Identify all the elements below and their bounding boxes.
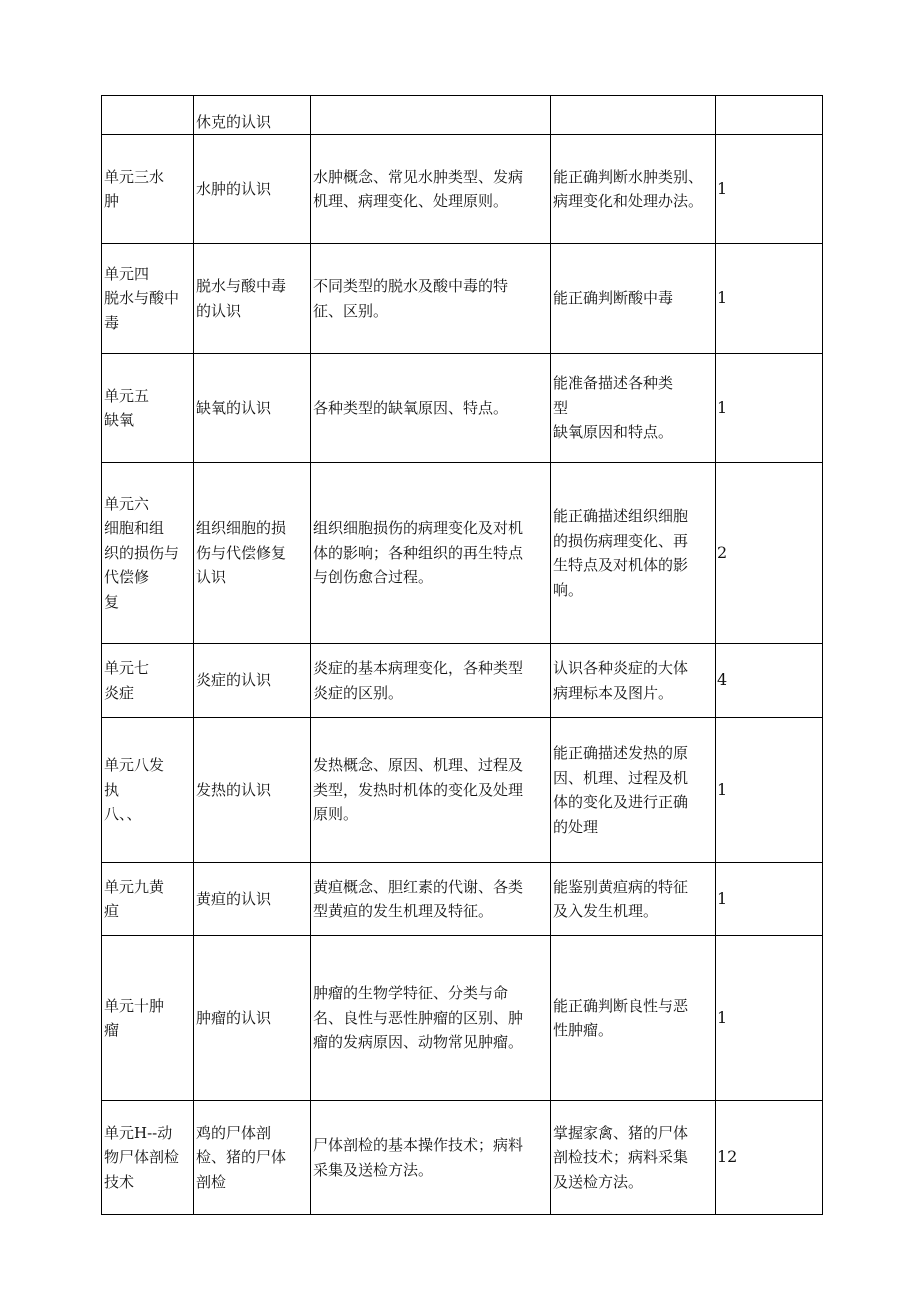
content-cell xyxy=(311,1101,551,1215)
cell-line: 生特点及对机体的影 xyxy=(553,556,689,574)
cell-line: 病理标本及图片。 xyxy=(553,683,674,702)
cell-line: 响。 xyxy=(553,580,584,599)
cell-line: 肿 xyxy=(104,192,120,210)
hours-cell: 4 xyxy=(716,644,823,718)
item-cell xyxy=(194,863,311,936)
cell-line: 缺氧 xyxy=(104,411,135,429)
unit-cell xyxy=(102,463,194,644)
content-cell xyxy=(311,354,551,463)
cell-line: 肿瘤的生物学特征、分类与命 xyxy=(313,984,509,1003)
cell-line: 执 xyxy=(104,780,120,799)
cell-line: 型 xyxy=(553,398,569,417)
cell-line: 机理、病理变化、处理原则。 xyxy=(313,192,509,210)
goal-cell xyxy=(551,96,716,135)
cell-line: 各种类型的缺氧原因、特点。 xyxy=(313,398,509,417)
cell-line: 认识 xyxy=(196,568,227,587)
hours-cell: 2 xyxy=(716,463,823,644)
hours-cell: 12 xyxy=(716,1101,823,1215)
cell-line: 单元八发 xyxy=(104,756,165,775)
cell-line: 发热的认识 xyxy=(196,780,272,799)
cell-line: 八、、 xyxy=(104,805,142,824)
cell-line: 的损伤病理变化、再 xyxy=(553,531,689,550)
cell-line: 毒 xyxy=(104,313,120,332)
goal-cell xyxy=(551,718,716,863)
cell-line: 型黄疸的发生机理及特征。 xyxy=(313,902,494,920)
cell-line: 组织细胞的损 xyxy=(196,519,287,538)
cell-line: 脱水与酸中 xyxy=(104,289,180,308)
cell-line: 体的变化及进行正确 xyxy=(553,793,689,811)
cell-line: 能正确描述组织细胞 xyxy=(553,507,689,525)
cell-line: 代偿修 xyxy=(104,568,150,587)
cell-line: 伤与代偿修复 xyxy=(196,543,287,562)
content-cell xyxy=(311,96,551,135)
unit-cell xyxy=(102,135,194,244)
cell-line: 能正确判断酸中毒 xyxy=(553,289,674,308)
item-cell xyxy=(194,718,311,863)
goal-cell xyxy=(551,936,716,1101)
content-cell xyxy=(311,244,551,354)
cell-line: 黄疸概念、胆红素的代谢、各类 xyxy=(313,877,524,896)
goal-cell xyxy=(551,463,716,644)
unit-cell xyxy=(102,644,194,718)
unit-cell xyxy=(102,718,194,863)
table-row xyxy=(102,644,823,718)
cell-line: 采集及送检方法。 xyxy=(313,1160,434,1179)
item-cell xyxy=(194,1101,311,1215)
cell-line: 水肿概念、常见水肿类型、发病 xyxy=(313,167,524,186)
cell-line: 剖检 xyxy=(196,1172,227,1191)
cell-line: 能鉴别黄疸病的特征 xyxy=(553,877,689,896)
cell-line: 物尸体剖检 xyxy=(104,1148,180,1167)
item-cell xyxy=(194,354,311,463)
cell-line: 类型，发热时机体的变化及处理 xyxy=(313,780,524,799)
cell-line: 休克的认识 xyxy=(196,112,272,131)
cell-line: 脱水与酸中毒 xyxy=(196,277,287,295)
item-cell xyxy=(194,644,311,718)
cell-line: 掌握家禽、猪的尸体 xyxy=(553,1123,689,1142)
table-row xyxy=(102,135,823,244)
cell-line: 名、良性与恶性肿瘤的区别、肿 xyxy=(313,1008,524,1027)
cell-line: 瘤的发病原因、动物常见肿瘤。 xyxy=(313,1033,524,1052)
table-body xyxy=(102,96,823,1215)
cell-line: 能正确判断良性与恶 xyxy=(553,996,689,1015)
table-row xyxy=(102,96,823,135)
cell-line: 组织细胞损伤的病理变化及对机 xyxy=(313,519,524,538)
cell-line: 瘤 xyxy=(104,1021,120,1039)
item-cell xyxy=(194,135,311,244)
hours-cell: 1 xyxy=(716,135,823,244)
cell-line: 单元H--动 xyxy=(104,1123,173,1142)
cell-line: 缺氧原因和特点。 xyxy=(553,423,674,442)
cell-line: 鸡的尸体剖 xyxy=(196,1123,272,1142)
unit-cell xyxy=(102,936,194,1101)
table-row xyxy=(102,244,823,354)
cell-line: 病理变化和处理办法。 xyxy=(553,192,704,210)
cell-line: 剖检技术；病料采集 xyxy=(553,1148,689,1167)
goal-cell xyxy=(551,244,716,354)
content-cell xyxy=(311,863,551,936)
content-cell xyxy=(311,463,551,644)
cell-line: 炎症的认识 xyxy=(196,671,272,690)
cell-line: 炎症的基本病理变化，各种类型 xyxy=(313,659,524,677)
hours-cell: 1 xyxy=(716,354,823,463)
cell-line: 单元五 xyxy=(104,386,150,405)
cell-line: 的处理 xyxy=(553,817,599,836)
cell-line: 单元四 xyxy=(104,264,150,283)
cell-line: 缺氧的认识 xyxy=(196,398,272,417)
table-row xyxy=(102,863,823,936)
table-row xyxy=(102,936,823,1101)
item-cell xyxy=(194,96,311,135)
cell-line: 能正确描述发热的原 xyxy=(553,744,689,762)
cell-line: 与创伤愈合过程。 xyxy=(313,568,434,587)
curriculum-table xyxy=(101,95,823,1215)
cell-line: 复 xyxy=(104,592,120,611)
hours-cell xyxy=(716,96,823,135)
hours-cell: 1 xyxy=(716,718,823,863)
cell-line: 肿瘤的认识 xyxy=(196,1008,272,1027)
unit-cell xyxy=(102,96,194,135)
table-row xyxy=(102,354,823,463)
table-row xyxy=(102,718,823,863)
cell-line: 单元十肿 xyxy=(104,996,165,1015)
cell-line: 不同类型的脱水及酸中毒的特 xyxy=(313,277,509,295)
cell-line: 单元七 xyxy=(104,659,150,677)
table-row xyxy=(102,463,823,644)
cell-line: 单元九黄 xyxy=(104,877,165,896)
cell-line: 炎症的区别。 xyxy=(313,683,404,702)
cell-line: 及送检方法。 xyxy=(553,1172,644,1191)
cell-line: 黄疸的认识 xyxy=(196,889,272,908)
cell-line: 原则。 xyxy=(313,805,359,824)
cell-line: 织的损伤与 xyxy=(104,543,180,562)
cell-line: 单元三水 xyxy=(104,167,165,186)
cell-line: 体的影响；各种组织的再生特点 xyxy=(313,543,524,562)
hours-cell: 1 xyxy=(716,863,823,936)
goal-cell xyxy=(551,135,716,244)
cell-line: 能正确判断水肿类别、 xyxy=(553,167,704,186)
goal-cell xyxy=(551,354,716,463)
cell-line: 单元六 xyxy=(104,494,150,513)
table-row xyxy=(102,1101,823,1215)
goal-cell xyxy=(551,863,716,936)
item-cell xyxy=(194,463,311,644)
content-cell xyxy=(311,644,551,718)
content-cell xyxy=(311,718,551,863)
hours-cell: 1 xyxy=(716,936,823,1101)
cell-line: 炎症 xyxy=(104,683,135,702)
cell-line: 能准备描述各种类 xyxy=(553,374,674,393)
cell-line: 征、区别。 xyxy=(313,301,389,320)
item-cell xyxy=(194,936,311,1101)
cell-line: 性肿瘤。 xyxy=(553,1021,614,1039)
unit-cell xyxy=(102,354,194,463)
cell-line: 尸体剖检的基本操作技术；病料 xyxy=(313,1136,524,1154)
content-cell xyxy=(311,135,551,244)
item-cell xyxy=(194,244,311,354)
cell-line: 技术 xyxy=(104,1172,135,1191)
unit-cell xyxy=(102,1101,194,1215)
cell-line: 的认识 xyxy=(196,301,242,320)
cell-line: 发热概念、原因、机理、过程及 xyxy=(313,756,524,775)
cell-line: 水肿的认识 xyxy=(196,179,272,198)
cell-line: 检、猪的尸体 xyxy=(196,1148,287,1167)
cell-line: 认识各种炎症的大体 xyxy=(553,659,689,677)
cell-line: 及入发生机理。 xyxy=(553,902,659,920)
hours-cell: 1 xyxy=(716,244,823,354)
goal-cell xyxy=(551,1101,716,1215)
cell-line: 疸 xyxy=(104,902,120,920)
goal-cell xyxy=(551,644,716,718)
cell-line: 细胞和组 xyxy=(104,519,165,538)
cell-line: 因、机理、过程及机 xyxy=(553,768,689,787)
unit-cell xyxy=(102,244,194,354)
unit-cell xyxy=(102,863,194,936)
content-cell xyxy=(311,936,551,1101)
